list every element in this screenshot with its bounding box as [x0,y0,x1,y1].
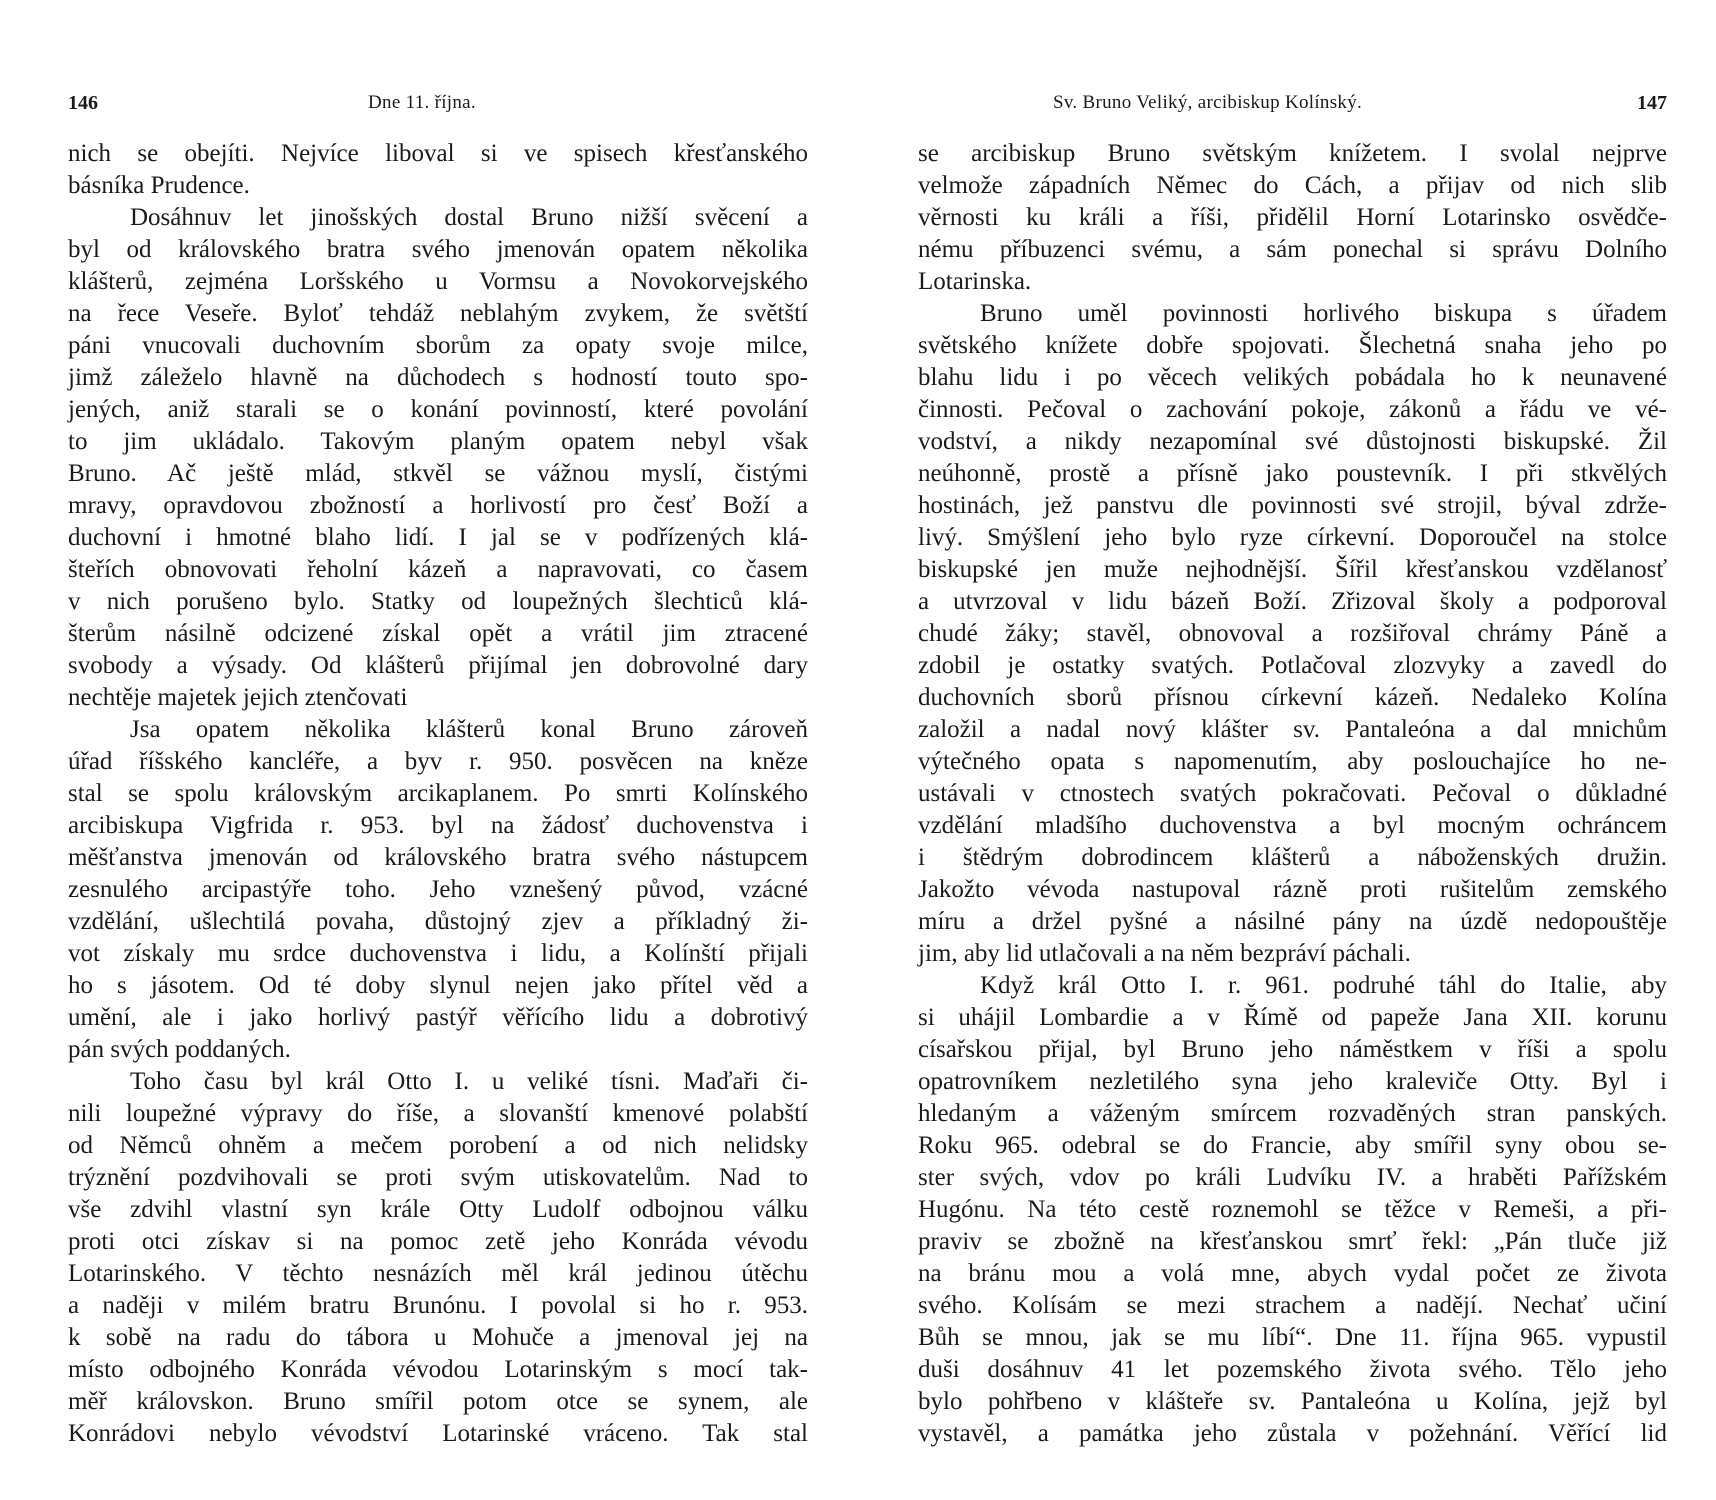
paragraph [68,1066,808,1450]
text-line: činnosti. Pečoval o zachování pokoje, zákonů a řádu ve vé- [918,396,1667,423]
text-line: svého. Kolísám se mezi strachem a nadějí. Nechať učiní [918,1292,1667,1319]
page-body [918,138,1667,1450]
text-line: i štědrým dobrodincem klášterů a náboženských družin. [918,844,1667,871]
paragraph [68,714,808,1066]
text-line: císařskou přijal, byl Bruno jeho náměstkem v říši a spolu [918,1036,1667,1063]
text-line: Dosáhnuv let jinošských dostal Bruno nižší svěcení a [130,204,808,231]
text-line: duchovní i hmotné blaho lidí. I jal se v podřízených klá- [68,524,808,551]
text-line: nili loupežné výpravy do říše, a slovanští kmenové polabští [68,1100,808,1127]
text-line: vystavěl, a památka jeho zůstala v požehnání. Věřící lid [918,1420,1667,1447]
paragraph [68,202,808,714]
text-line: Roku 965. odebral se do Francie, aby smířil syny obou se- [918,1132,1667,1159]
text-line: velmože západních Němec do Cách, a přijav od nich slib [918,172,1667,199]
text-line: založil a nadal nový klášter sv. Pantaleóna a dal mnichům [918,716,1667,743]
text-line: výtečného opata s napomenutím, aby poslouchajíce ho ne- [918,748,1667,775]
text-line: biskupské jen muže nejhodnější. Šířil křesťanskou vzdělanosť [918,556,1667,583]
text-line: bylo pohřbeno v klášteře sv. Pantaleóna u Kolína, jejž byl [918,1388,1667,1415]
text-line: na bránu mou a volá mne, abych vydal počet ze života [918,1260,1667,1287]
text-line: hostinách, jež panstvu dle povinnosti své strojil, býval zdrže- [918,492,1667,519]
paragraph [68,138,808,202]
text-line: Lotarinského. V těchto nesnázích měl král jedinou útěchu [68,1260,808,1287]
text-line: míru a držel pyšné a násilné pány na úzdě nedopouštěje [918,908,1667,935]
text-line: Jakožto vévoda nastupoval rázně proti rušitelům zemského [918,876,1667,903]
text-line: zdobil je ostatky svatých. Potlačoval zlozvyky a zavedl do [918,652,1667,679]
text-line: proti otci získav si na pomoc zetě jeho Konráda vévodu [68,1228,808,1255]
page-number: 147 [1637,92,1667,114]
text-line: opatrovníkem nezletilého syna jeho kraleviče Otty. Byl i [918,1068,1667,1095]
text-line: vodství, a nikdy nezapomínal své důstojnosti biskupské. Žil [918,428,1667,455]
text-line: k sobě na radu do tábora u Mohuče a jmenoval jej na [68,1324,808,1351]
text-line: místo odbojného Konráda vévodou Lotarinským s mocí tak- [68,1356,808,1383]
text-line: páni vnucovali duchovním sborům za opaty svoje milce, [68,332,808,359]
text-line: blahu lidu i po věcech velikých pobádala ho k neunavené [918,364,1667,391]
text-line: stal se spolu královským arcikaplanem. Po smrti Kolínského [68,780,808,807]
text-line: livý. Smýšlení jeho bylo ryze církevní. Doporoučel na stolce [918,524,1667,551]
text-line: si uhájil Lombardie a v Římě od papeže Jana XII. korunu [918,1004,1667,1031]
text-line: Hugónu. Na této cestě roznemohl se těžce v Remeši, a při- [918,1196,1667,1223]
text-line: a naději v milém bratru Brunónu. I povolal si ho r. 953. [68,1292,808,1319]
paragraph [918,298,1667,970]
text-line: byl od královského bratra svého jmenován opatem několika [68,236,808,263]
text-line: klášterů, zejména Loršského u Vormsu a Novokorvejského [68,268,808,295]
text-line: to jim ukládalo. Takovým planým opatem nebyl však [68,428,808,455]
text-line: Když král Otto I. r. 961. podruhé táhl do Italie, aby [980,972,1667,999]
text-line: umění, ale i jako horlivý pastýř věřícího lidu a dobrotivý [68,1004,808,1031]
text-line: pán svých poddaných. [68,1036,291,1063]
text-line: nechtěje majetek jejich ztenčovati [68,684,408,711]
text-line: světského knížete dobře spojovati. Šlechetná snaha jeho po [918,332,1667,359]
text-line: měšťanstva jmenován od královského bratra svého nástupcem [68,844,808,871]
text-line: duchovních sborů přísnou církevní kázeň. Nedaleko Kolína [918,684,1667,711]
text-line: nich se obejíti. Nejvíce liboval si ve spisech křesťanského [68,140,808,167]
text-line: zesnulého arcipastýře toho. Jeho vznešený původ, vzácné [68,876,808,903]
page-header [918,92,1667,120]
text-line: se arcibiskup Bruno světským knížetem. I svolal nejprve [918,140,1667,167]
text-line: vzdělání, ušlechtilá povaha, důstojný zjev a příkladný ži- [68,908,808,935]
text-line: jim, aby lid utlačovali a na něm bezpráví páchali. [918,940,1411,967]
text-line: šterům násilně odcizené získal opět a vrátil jim ztracené [68,620,808,647]
text-line: na řece Veseře. Bylоť tehdáž neblahým zvykem, že světští [68,300,808,327]
text-line: svobody a výsady. Od klášterů přijímal jen dobrovolné dary [68,652,808,679]
page-body [68,138,808,1450]
text-line: Lotarinska. [918,268,1032,295]
text-line: a utvrzoval v lidu bázeň Boží. Zřizoval školy a podporoval [918,588,1667,615]
text-line: ustávali v ctnostech svatých pokračovati. Pečoval o důkladné [918,780,1667,807]
text-line: básníka Prudence. [68,172,250,199]
text-line: v nich porušeno bylo. Statky od loupežných šlechticů klá- [68,588,808,615]
running-head: Sv. Bruno Veliký, arcibiskup Kolínský. [1053,92,1363,113]
text-line: ster svých, vdov po králi Ludvíku IV. a hraběti Pařížském [918,1164,1667,1191]
text-line: hledaným a váženým smírcem rozvaděných stran panských. [918,1100,1667,1127]
text-line: věrnosti ku králi a říši, přidělil Horní Lotarinsko osvědče- [918,204,1667,231]
paragraph [918,138,1667,298]
text-line: šteřích obnovovati řeholní kázeň a napravovati, co časem [68,556,808,583]
text-line: vzdělání mladšího duchovenstva a byl mocným ochráncem [918,812,1667,839]
text-line: arcibiskupa Vigfrida r. 953. byl na žádosť duchovenstva i [68,812,808,839]
text-line: jimž záleželo hlavně na důchodech s hodností touto spo- [68,364,808,391]
text-line: měř královskon. Bruno smířil potom otce se synem, ale [68,1388,808,1415]
text-line: Konrádovi nebylo vévodství Lotarinské vráceno. Tak stal [68,1420,808,1447]
text-line: trýznění pozdvihovali se proti svým utiskovatelům. Nad to [68,1164,808,1191]
text-line: vot získaly mu srdce duchovenstva i lidu, a Kolínští přijali [68,940,808,967]
paragraph [918,970,1667,1450]
text-line: úřad říšského kancléře, a byv r. 950. posvěcen na kněze [68,748,808,775]
text-line: duši dosáhnuv 41 let pozemského života svého. Tělo jeho [918,1356,1667,1383]
text-line: mravy, opravdovou zbožností a horlivostí pro česť Boží a [68,492,808,519]
text-line: Bruno. Ač ještě mlád, stkvěl se vážnou myslí, čistými [68,460,808,487]
page-header [68,92,808,120]
text-line: Bůh se mnou, jak se mu líbí“. Dne 11. října 965. vypustil [918,1324,1667,1351]
text-line: ho s jásotem. Od té doby slynul nejen jako přítel věd a [68,972,808,999]
text-line: vše zdvihl vlastní syn krále Otty Ludolf odbojnou válku [68,1196,808,1223]
text-line: Jsa opatem několika klášterů konal Bruno zároveň [130,716,808,743]
text-line: Toho času byl král Otto I. u veliké tísni. Maďaři či- [130,1068,808,1095]
text-line: Bruno uměl povinnosti horlivého biskupa s úřadem [980,300,1667,327]
text-line: jených, aniž starali se o konání povinností, které povolání [68,396,808,423]
text-line: nému příbuzenci svému, a sám ponechal si správu Dolního [918,236,1667,263]
text-line: od Němců ohněm a mečem porobení a od nich nelidsky [68,1132,808,1159]
text-line: chudé žáky; stavěl, obnovoval a rozšiřoval chrámy Páně a [918,620,1667,647]
running-head: Dne 11. října. [368,92,476,113]
text-line: neúhonně, prostě a přísně jako poustevník. I při stkvělých [918,460,1667,487]
text-line: praviv se zbožně na křesťanskou smrť řekl: „Pán tluče již [918,1228,1667,1255]
page-number: 146 [68,92,98,114]
